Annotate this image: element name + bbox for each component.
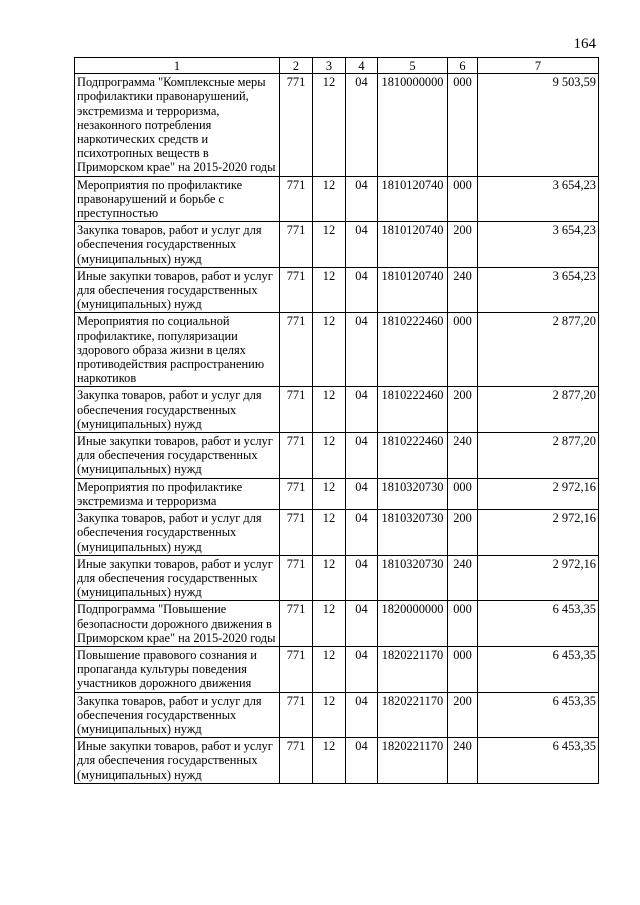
row-subsection-cell: 04 bbox=[346, 222, 378, 268]
row-section-cell: 12 bbox=[313, 313, 346, 387]
table-row bbox=[75, 646, 599, 692]
header-col-1: 1 bbox=[75, 58, 280, 74]
row-name-cell: Закупка товаров, работ и услуг для обеспечения государственных (муниципальных) нужд bbox=[75, 387, 280, 433]
table-row bbox=[75, 387, 599, 433]
row-subsection-cell: 04 bbox=[346, 510, 378, 556]
row-subsection-cell: 04 bbox=[346, 433, 378, 479]
row-target-article-cell: 1810320730 bbox=[378, 555, 448, 601]
row-expense-type-cell: 200 bbox=[448, 222, 478, 268]
table-row bbox=[75, 478, 599, 509]
row-expense-type-cell: 240 bbox=[448, 433, 478, 479]
row-name-cell: Иные закупки товаров, работ и услуг для обеспечения государственных (муниципальных) нужд bbox=[75, 555, 280, 601]
row-subsection-cell: 04 bbox=[346, 646, 378, 692]
row-target-article-cell: 1810222460 bbox=[378, 313, 448, 387]
header-col-6: 6 bbox=[448, 58, 478, 74]
table-row bbox=[75, 601, 599, 647]
row-target-article-cell: 1810320730 bbox=[378, 510, 448, 556]
row-name-cell: Повышение правового сознания и пропаганда культуры поведения участников дорожного движения bbox=[75, 646, 280, 692]
row-amount-cell: 2 972,16 bbox=[478, 478, 599, 509]
row-ministry-code-cell: 771 bbox=[280, 692, 313, 738]
table-row bbox=[75, 222, 599, 268]
row-amount-cell: 6 453,35 bbox=[478, 738, 599, 784]
row-amount-cell: 6 453,35 bbox=[478, 646, 599, 692]
header-col-2: 2 bbox=[280, 58, 313, 74]
row-target-article-cell: 1820221170 bbox=[378, 738, 448, 784]
header-col-4: 4 bbox=[346, 58, 378, 74]
row-name-cell: Иные закупки товаров, работ и услуг для обеспечения государственных (муниципальных) нужд bbox=[75, 433, 280, 479]
row-section-cell: 12 bbox=[313, 433, 346, 479]
row-section-cell: 12 bbox=[313, 555, 346, 601]
row-section-cell: 12 bbox=[313, 601, 346, 647]
row-target-article-cell: 1810120740 bbox=[378, 176, 448, 222]
row-amount-cell: 2 972,16 bbox=[478, 555, 599, 601]
row-subsection-cell: 04 bbox=[346, 313, 378, 387]
row-amount-cell: 9 503,59 bbox=[478, 74, 599, 176]
header-col-3: 3 bbox=[313, 58, 346, 74]
row-ministry-code-cell: 771 bbox=[280, 267, 313, 313]
row-ministry-code-cell: 771 bbox=[280, 176, 313, 222]
row-amount-cell: 2 877,20 bbox=[478, 387, 599, 433]
row-ministry-code-cell: 771 bbox=[280, 738, 313, 784]
row-ministry-code-cell: 771 bbox=[280, 555, 313, 601]
row-target-article-cell: 1820000000 bbox=[378, 601, 448, 647]
row-section-cell: 12 bbox=[313, 738, 346, 784]
row-subsection-cell: 04 bbox=[346, 74, 378, 176]
table-row bbox=[75, 176, 599, 222]
row-ministry-code-cell: 771 bbox=[280, 387, 313, 433]
row-expense-type-cell: 000 bbox=[448, 176, 478, 222]
row-name-cell: Мероприятия по профилактике правонарушений и борьбе с преступностью bbox=[75, 176, 280, 222]
header-col-5: 5 bbox=[378, 58, 448, 74]
row-amount-cell: 2 877,20 bbox=[478, 433, 599, 479]
row-target-article-cell: 1810120740 bbox=[378, 222, 448, 268]
row-amount-cell: 6 453,35 bbox=[478, 692, 599, 738]
row-subsection-cell: 04 bbox=[346, 692, 378, 738]
row-ministry-code-cell: 771 bbox=[280, 222, 313, 268]
row-section-cell: 12 bbox=[313, 692, 346, 738]
row-target-article-cell: 1810120740 bbox=[378, 267, 448, 313]
table-body bbox=[75, 74, 599, 784]
budget-table bbox=[74, 57, 599, 784]
row-name-cell: Подпрограмма "Комплексные меры профилактики правонарушений, экстремизма и терроризма, незаконного потребления наркотических средств и психотропных веществ в Приморском крае" на 2015-2020 годы bbox=[75, 74, 280, 176]
row-subsection-cell: 04 bbox=[346, 267, 378, 313]
row-amount-cell: 2 972,16 bbox=[478, 510, 599, 556]
row-expense-type-cell: 240 bbox=[448, 738, 478, 784]
row-subsection-cell: 04 bbox=[346, 176, 378, 222]
row-ministry-code-cell: 771 bbox=[280, 601, 313, 647]
row-section-cell: 12 bbox=[313, 387, 346, 433]
row-ministry-code-cell: 771 bbox=[280, 433, 313, 479]
row-expense-type-cell: 240 bbox=[448, 267, 478, 313]
row-expense-type-cell: 240 bbox=[448, 555, 478, 601]
row-ministry-code-cell: 771 bbox=[280, 478, 313, 509]
row-target-article-cell: 1820221170 bbox=[378, 692, 448, 738]
row-expense-type-cell: 000 bbox=[448, 74, 478, 176]
row-name-cell: Закупка товаров, работ и услуг для обеспечения государственных (муниципальных) нужд bbox=[75, 222, 280, 268]
row-amount-cell: 6 453,35 bbox=[478, 601, 599, 647]
row-subsection-cell: 04 bbox=[346, 478, 378, 509]
table-row bbox=[75, 738, 599, 784]
table-row bbox=[75, 74, 599, 176]
row-section-cell: 12 bbox=[313, 267, 346, 313]
row-ministry-code-cell: 771 bbox=[280, 313, 313, 387]
row-expense-type-cell: 200 bbox=[448, 387, 478, 433]
row-name-cell: Закупка товаров, работ и услуг для обеспечения государственных (муниципальных) нужд bbox=[75, 510, 280, 556]
row-expense-type-cell: 200 bbox=[448, 692, 478, 738]
row-section-cell: 12 bbox=[313, 646, 346, 692]
table-row bbox=[75, 555, 599, 601]
row-target-article-cell: 1810320730 bbox=[378, 478, 448, 509]
row-name-cell: Закупка товаров, работ и услуг для обеспечения государственных (муниципальных) нужд bbox=[75, 692, 280, 738]
row-amount-cell: 3 654,23 bbox=[478, 176, 599, 222]
row-section-cell: 12 bbox=[313, 222, 346, 268]
row-name-cell: Подпрограмма "Повышение безопасности дорожного движения в Приморском крае" на 2015-2020 годы bbox=[75, 601, 280, 647]
row-subsection-cell: 04 bbox=[346, 738, 378, 784]
row-expense-type-cell: 200 bbox=[448, 510, 478, 556]
table-row bbox=[75, 313, 599, 387]
row-subsection-cell: 04 bbox=[346, 387, 378, 433]
row-expense-type-cell: 000 bbox=[448, 646, 478, 692]
row-section-cell: 12 bbox=[313, 74, 346, 176]
row-amount-cell: 3 654,23 bbox=[478, 222, 599, 268]
table-row bbox=[75, 433, 599, 479]
row-amount-cell: 2 877,20 bbox=[478, 313, 599, 387]
row-amount-cell: 3 654,23 bbox=[478, 267, 599, 313]
header-col-7: 7 bbox=[478, 58, 599, 74]
row-name-cell: Иные закупки товаров, работ и услуг для обеспечения государственных (муниципальных) нужд bbox=[75, 738, 280, 784]
row-expense-type-cell: 000 bbox=[448, 478, 478, 509]
row-target-article-cell: 1810222460 bbox=[378, 433, 448, 479]
table-header-row bbox=[75, 58, 599, 74]
table-row bbox=[75, 692, 599, 738]
row-section-cell: 12 bbox=[313, 176, 346, 222]
row-subsection-cell: 04 bbox=[346, 601, 378, 647]
row-name-cell: Мероприятия по профилактике экстремизма и терроризма bbox=[75, 478, 280, 509]
row-ministry-code-cell: 771 bbox=[280, 74, 313, 176]
row-section-cell: 12 bbox=[313, 510, 346, 556]
table-row bbox=[75, 510, 599, 556]
row-subsection-cell: 04 bbox=[346, 555, 378, 601]
row-name-cell: Мероприятия по социальной профилактике, популяризации здорового образа жизни в целях противодействия распространению наркотиков bbox=[75, 313, 280, 387]
row-target-article-cell: 1820221170 bbox=[378, 646, 448, 692]
row-section-cell: 12 bbox=[313, 478, 346, 509]
row-name-cell: Иные закупки товаров, работ и услуг для обеспечения государственных (муниципальных) нужд bbox=[75, 267, 280, 313]
row-target-article-cell: 1810000000 bbox=[378, 74, 448, 176]
row-target-article-cell: 1810222460 bbox=[378, 387, 448, 433]
page-number: 164 bbox=[573, 36, 596, 52]
row-expense-type-cell: 000 bbox=[448, 313, 478, 387]
row-expense-type-cell: 000 bbox=[448, 601, 478, 647]
row-ministry-code-cell: 771 bbox=[280, 646, 313, 692]
row-ministry-code-cell: 771 bbox=[280, 510, 313, 556]
table-row bbox=[75, 267, 599, 313]
